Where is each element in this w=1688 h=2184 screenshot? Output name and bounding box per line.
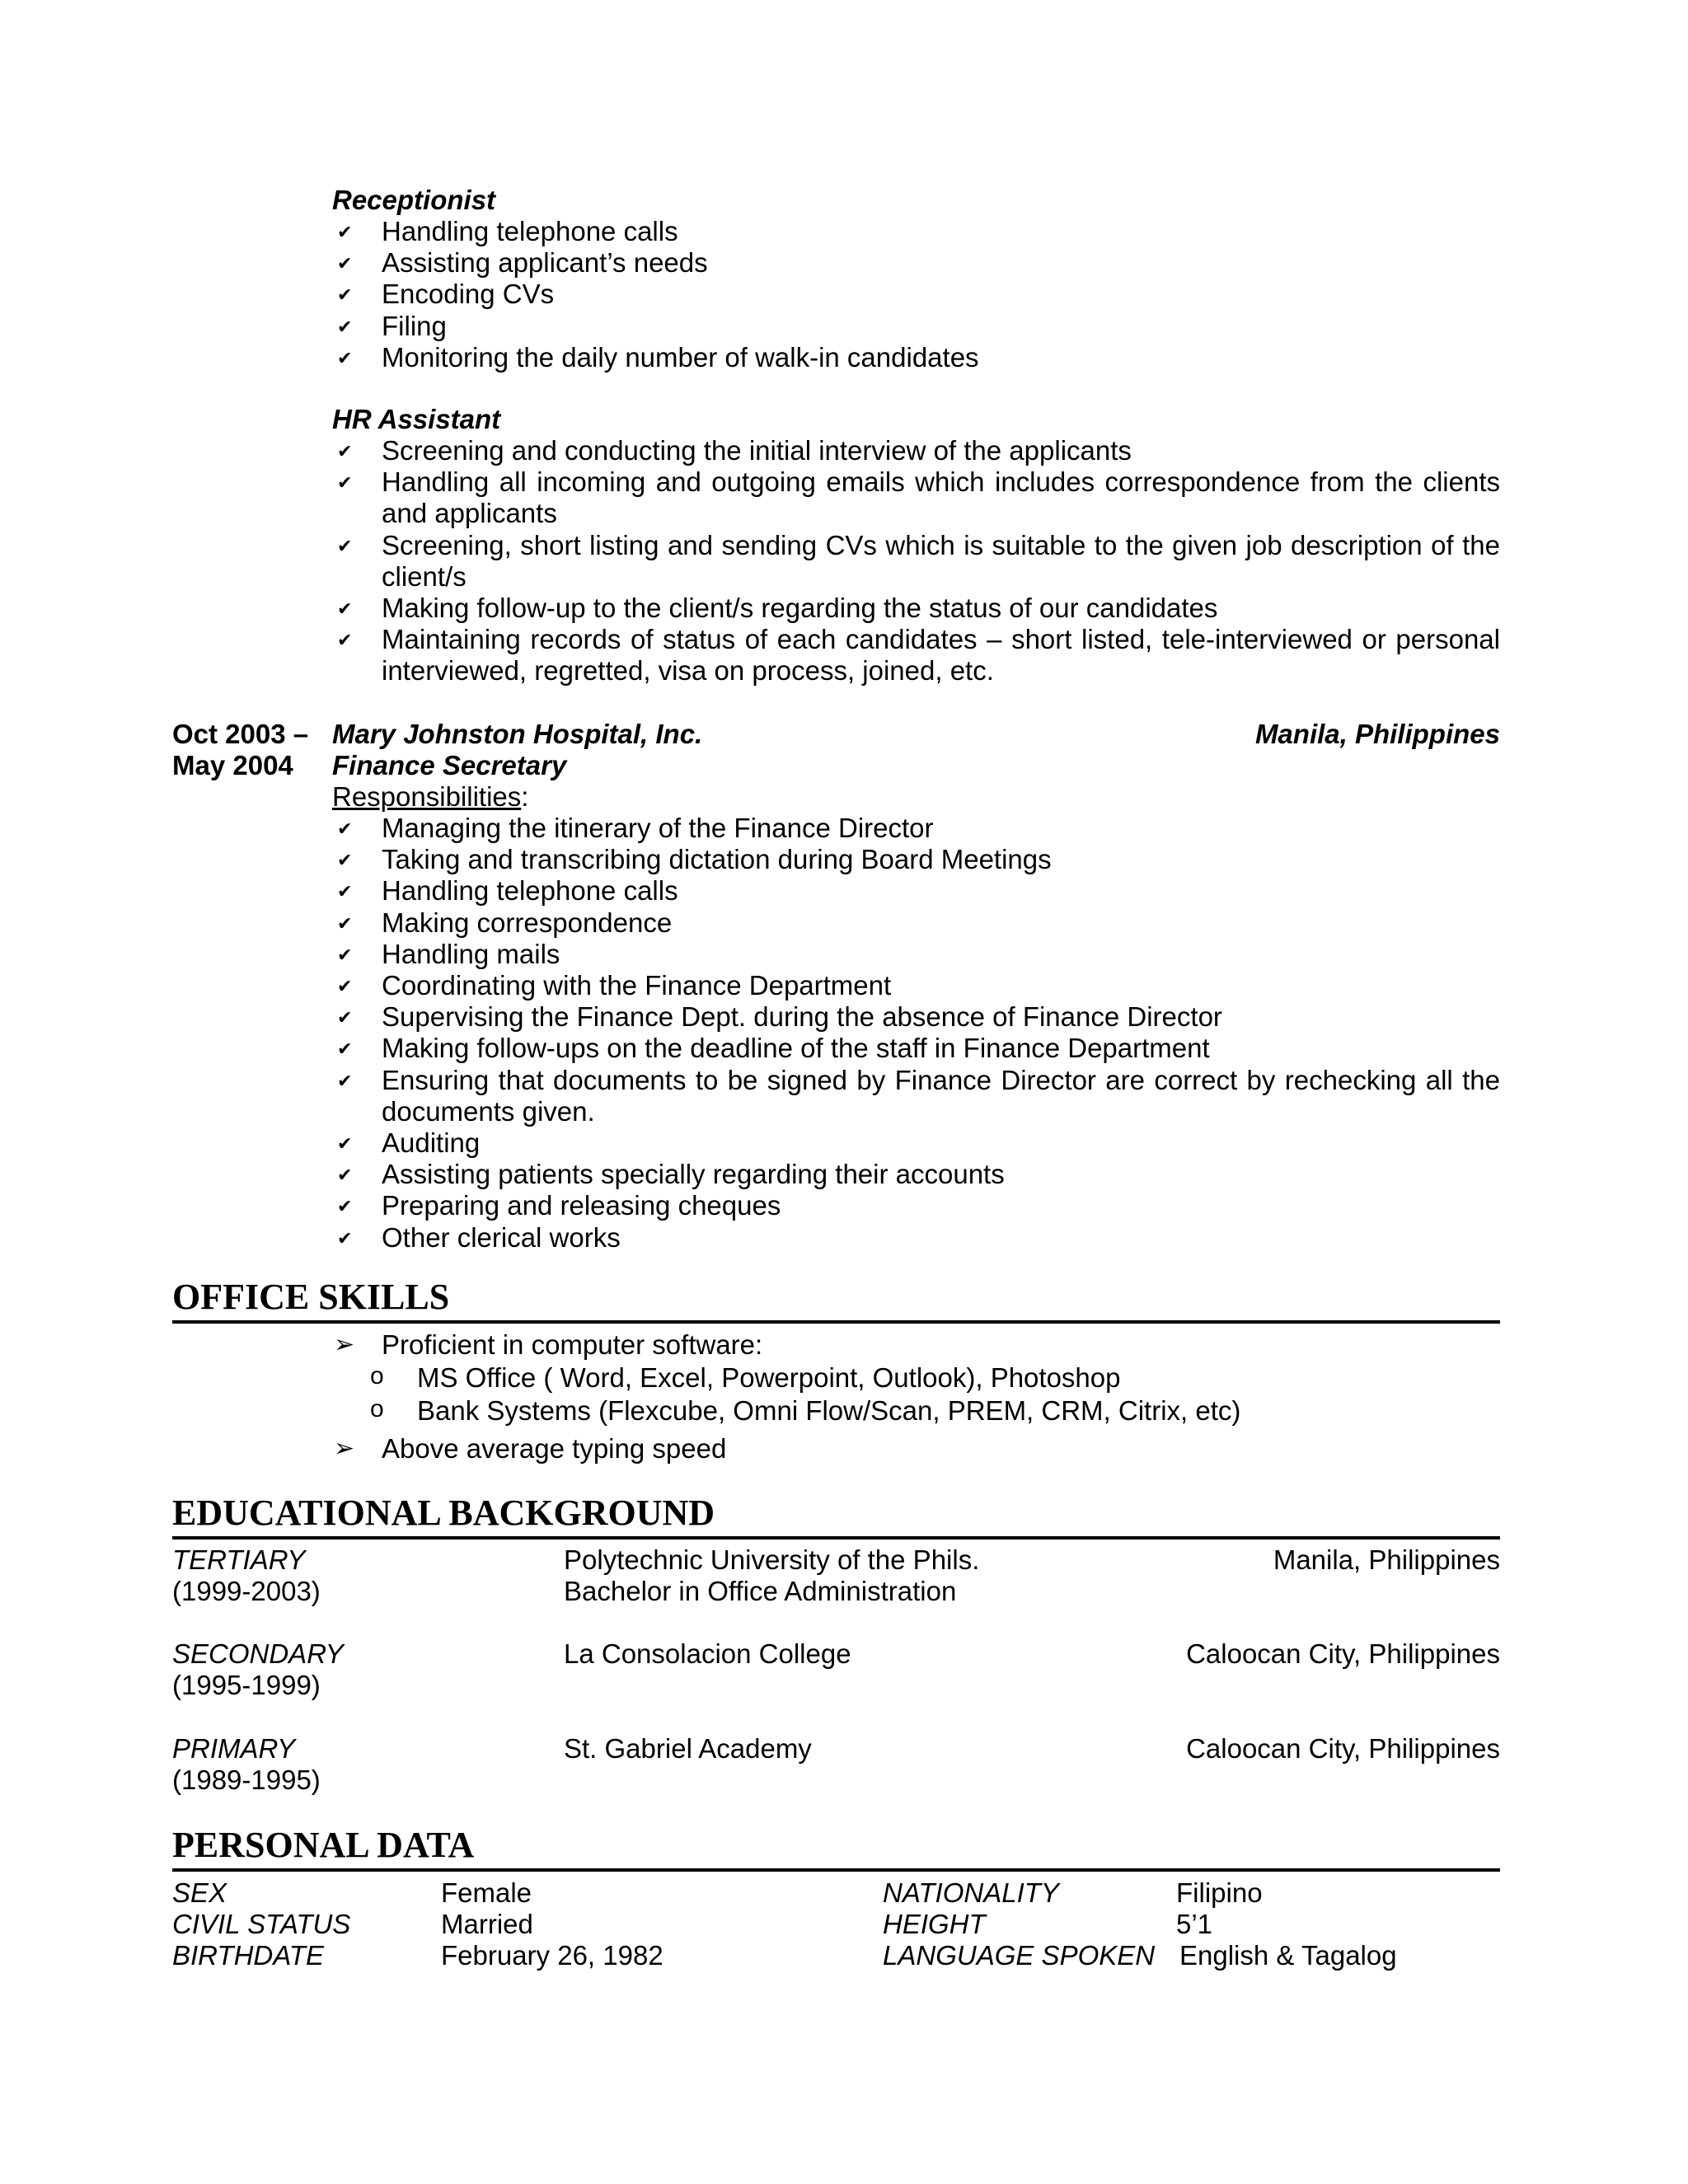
education-row-tertiary	[172, 1544, 1500, 1610]
list-item: ✔ Assisting applicant’s needs	[332, 247, 1500, 279]
checkmark-icon: ✔	[337, 284, 353, 306]
list-item: ✔ Encoding CVs	[332, 279, 1500, 310]
list-item: ✔ Other clerical works	[332, 1222, 1500, 1254]
list-item: ✔ Monitoring the daily number of walk-in candidates	[332, 342, 1500, 373]
list-item: ✔ Handling all incoming and outgoing emails which includes correspondence from the clients and applicants	[337, 466, 1500, 529]
arrow-bullet-icon: ➢	[334, 1331, 355, 1358]
arrow-bullet-icon: ➢	[334, 1435, 355, 1462]
education-location: Manila, Philippines	[1273, 1544, 1500, 1575]
checkmark-icon: ✔	[337, 1007, 353, 1029]
checkmark-icon: ✔	[337, 850, 353, 871]
checkmark-icon: ✔	[337, 1227, 353, 1249]
education-level: PRIMARY	[172, 1733, 296, 1764]
personal-row	[172, 1940, 1500, 1971]
education-heading: EDUCATIONAL BACKGROUND	[172, 1492, 1500, 1540]
list-item: ✔ Making follow-ups on the deadline of the staff in Finance Department	[332, 1033, 1500, 1064]
list-item: ✔ Screening and conducting the initial interview of the applicants	[332, 435, 1500, 466]
list-item: ✔ Screening, short listing and sending CVs which is suitable to the given job description of the client/s	[337, 529, 1500, 592]
height-label: HEIGHT	[883, 1909, 986, 1939]
birthdate-label: BIRTHDATE	[172, 1940, 324, 1971]
nationality-label: NATIONALITY	[883, 1877, 1059, 1908]
education-level: SECONDARY	[172, 1638, 344, 1669]
receptionist-list	[332, 216, 1500, 373]
finance-secretary-list	[332, 813, 1500, 1254]
job-position: Finance Secretary	[332, 750, 567, 780]
education-school: St. Gabriel Academy	[564, 1733, 812, 1764]
language-value: English & Tagalog	[1179, 1940, 1397, 1971]
list-item: ➢ Proficient in computer software:	[334, 1329, 763, 1360]
list-item: ✔ Handling telephone calls	[332, 216, 1500, 247]
personal-row	[172, 1909, 1500, 1940]
education-school: La Consolacion College	[564, 1638, 851, 1669]
receptionist-title: Receptionist	[332, 185, 496, 215]
sex-label: SEX	[172, 1877, 227, 1908]
list-item: ✔ Filing	[332, 311, 1500, 342]
language-label: LANGUAGE SPOKEN	[883, 1940, 1156, 1971]
height-value: 5’1	[1176, 1909, 1213, 1939]
list-item: ✔ Managing the itinerary of the Finance Director	[332, 813, 1500, 844]
hr-assistant-title: HR Assistant	[332, 404, 501, 434]
personal-row	[172, 1877, 1500, 1909]
checkmark-icon: ✔	[337, 1038, 353, 1060]
checkmark-icon: ✔	[337, 1165, 353, 1186]
checkmark-icon: ✔	[337, 976, 353, 997]
checkmark-icon: ✔	[337, 881, 353, 902]
education-school: Polytechnic University of the Phils.	[564, 1544, 980, 1575]
responsibilities-label: Responsibilities:	[332, 781, 529, 812]
list-item: ✔ Preparing and releasing cheques	[332, 1190, 1500, 1221]
education-years: (1995-1999)	[172, 1670, 321, 1700]
checkmark-icon: ✔	[337, 818, 353, 839]
education-years: (1989-1995)	[172, 1765, 321, 1795]
list-item: ✔ Ensuring that documents to be signed by Finance Director are correct by rechecking all the documents given.	[337, 1064, 1500, 1127]
checkmark-icon: ✔	[337, 316, 353, 337]
list-item: ✔ Handling mails	[332, 939, 1500, 970]
education-location: Caloocan City, Philippines	[1186, 1733, 1500, 1764]
personal-data-heading: PERSONAL DATA	[172, 1824, 1500, 1872]
employer-location: Manila, Philippines	[1254, 719, 1500, 749]
education-location: Caloocan City, Philippines	[1186, 1638, 1500, 1669]
office-skills-list	[332, 1329, 1486, 1465]
checkmark-icon: ✔	[337, 253, 353, 274]
checkmark-icon: ✔	[337, 1070, 353, 1091]
sex-value: Female	[441, 1877, 532, 1908]
list-item: ➢ Above average typing speed	[334, 1433, 727, 1464]
education-level: TERTIARY	[172, 1544, 306, 1575]
education-row-primary	[172, 1733, 1500, 1799]
job-date-start: Oct 2003 –	[172, 719, 309, 749]
circle-bullet-icon: o	[370, 1362, 384, 1390]
hr-assistant-list	[332, 435, 1500, 687]
list-item: ✔ Handling telephone calls	[332, 875, 1500, 907]
education-degree: Bachelor in Office Administration	[564, 1576, 957, 1606]
checkmark-icon: ✔	[337, 630, 353, 651]
list-item: ✔ Taking and transcribing dictation during Board Meetings	[332, 844, 1500, 875]
list-item: ✔ Making correspondence	[332, 907, 1500, 939]
nationality-value: Filipino	[1176, 1877, 1263, 1908]
civil-status-value: Married	[441, 1909, 533, 1939]
list-item: ✔ Coordinating with the Finance Department	[332, 970, 1500, 1001]
checkmark-icon: ✔	[337, 441, 353, 462]
job-date-end: May 2004	[172, 750, 293, 780]
list-item: ✔ Maintaining records of status of each candidates – short listed, tele-interviewed or personal interviewed, regretted, visa on process, joined, etc.	[337, 624, 1500, 687]
list-item: ✔ Auditing	[332, 1127, 1500, 1159]
circle-bullet-icon: o	[370, 1395, 384, 1422]
checkmark-icon: ✔	[337, 1196, 353, 1217]
checkmark-icon: ✔	[337, 535, 353, 556]
office-skills-heading: OFFICE SKILLS	[172, 1276, 1500, 1324]
checkmark-icon: ✔	[337, 598, 353, 620]
education-row-secondary	[172, 1638, 1500, 1704]
checkmark-icon: ✔	[337, 222, 353, 242]
list-item: ✔ Making follow-up to the client/s regarding the status of our candidates	[332, 593, 1500, 624]
education-years: (1999-2003)	[172, 1576, 321, 1606]
birthdate-value: February 26, 1982	[441, 1940, 663, 1971]
employer-name: Mary Johnston Hospital, Inc.	[332, 719, 703, 749]
checkmark-icon: ✔	[337, 912, 353, 934]
checkmark-icon: ✔	[337, 1133, 353, 1155]
checkmark-icon: ✔	[337, 944, 353, 965]
civil-status-label: CIVIL STATUS	[172, 1909, 351, 1939]
checkmark-icon: ✔	[337, 472, 353, 494]
list-item: ✔ Assisting patients specially regarding their accounts	[332, 1159, 1500, 1190]
list-item: o Bank Systems (Flexcube, Omni Flow/Scan, PREM, CRM, Citrix, etc)	[332, 1394, 1486, 1427]
list-item: o MS Office ( Word, Excel, Powerpoint, Outlook), Photoshop	[332, 1361, 1486, 1394]
list-item: ✔ Supervising the Finance Dept. during the absence of Finance Director	[332, 1001, 1500, 1033]
checkmark-icon: ✔	[337, 347, 353, 368]
